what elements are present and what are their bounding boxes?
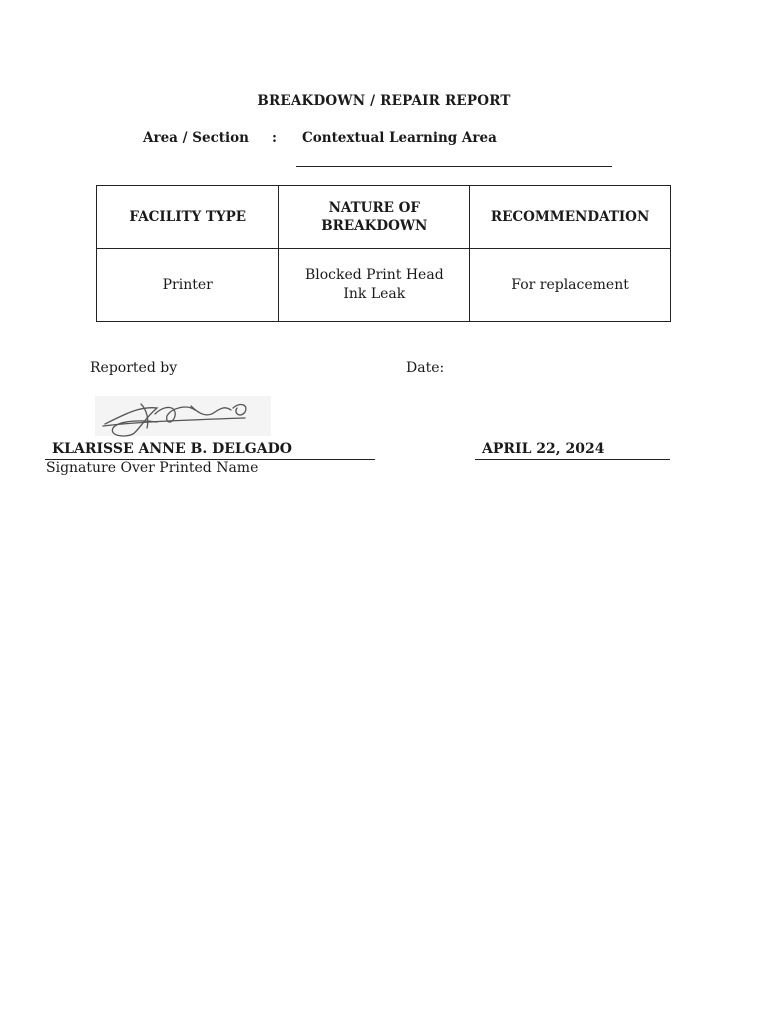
header-facility-type: FACILITY TYPE (97, 186, 279, 249)
area-colon: : (272, 130, 277, 146)
signature-image (95, 394, 271, 440)
area-section-label: Area / Section (143, 130, 249, 146)
report-title: BREAKDOWN / REPAIR REPORT (257, 93, 511, 109)
signature-caption: Signature Over Printed Name (46, 460, 259, 476)
area-underline (296, 166, 612, 167)
report-date: APRIL 22, 2024 (482, 441, 605, 457)
area-section-value: Contextual Learning Area (302, 130, 497, 146)
reporter-name: KLARISSE ANNE B. DELGADO (52, 441, 292, 457)
breakdown-item: Ink Leak (343, 286, 406, 302)
table-row (97, 249, 671, 322)
header-nature-of-breakdown (279, 186, 470, 249)
header-nature-text: NATURE OF BREAKDOWN (321, 200, 428, 234)
cell-recommendation: For replacement (470, 249, 671, 322)
date-underline (475, 459, 670, 460)
cell-facility-type: Printer (97, 249, 279, 322)
reported-by-label: Reported by (90, 360, 178, 376)
table-header-row (97, 186, 671, 249)
date-label: Date: (406, 360, 445, 376)
breakdown-item: Blocked Print Head (304, 267, 444, 283)
breakdown-table (96, 185, 671, 322)
header-recommendation: RECOMMENDATION (470, 186, 671, 249)
cell-nature-of-breakdown (279, 249, 470, 322)
signature-scribble (95, 394, 271, 440)
